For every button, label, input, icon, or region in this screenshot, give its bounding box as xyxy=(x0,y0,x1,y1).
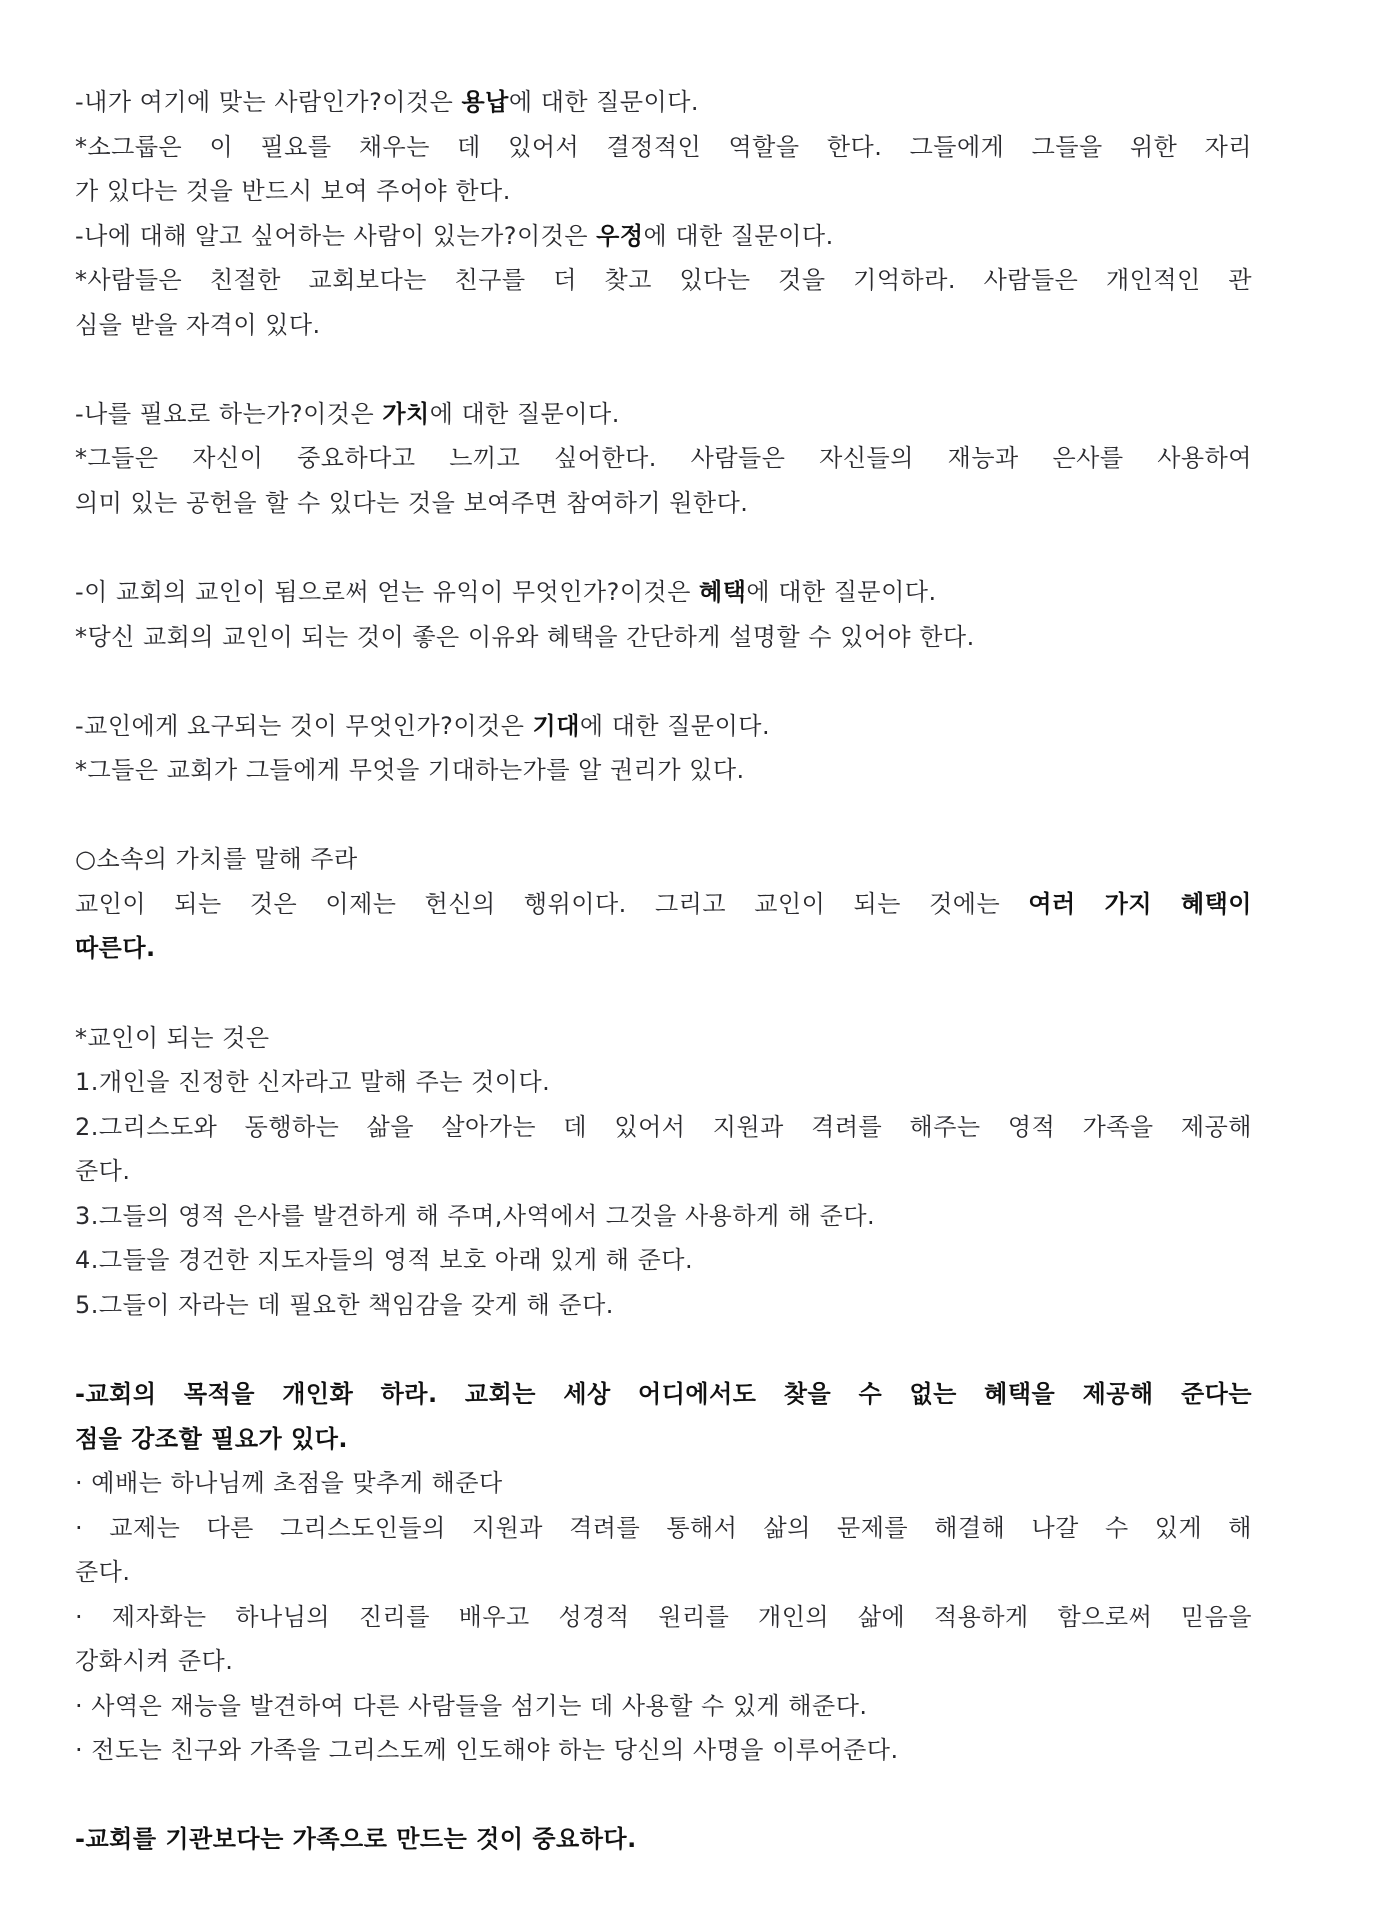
text-segment: 에 대한 질문이다. xyxy=(643,221,834,250)
text-segment: · 교제는 다른 그리스도인들의 지원과 격려를 통해서 삶의 문제를 해결해 나갈 수 있게 해 xyxy=(75,1513,1252,1542)
text-line xyxy=(75,399,1252,429)
text-segment: 교인이 되는 것은 이제는 헌신의 행위이다. 그리고 교인이 되는 것에는 xyxy=(75,889,1029,918)
text-segment: 에 대한 질문이다. xyxy=(746,578,937,607)
text-segment: · 사역은 재능을 발견하여 다른 사람들을 섬기는 데 사용할 수 있게 해준다. xyxy=(75,1691,868,1720)
text-line xyxy=(75,1468,1252,1498)
bold-text: 용납 xyxy=(461,88,509,116)
text-segment: · 예배는 하나님께 초점을 맞추게 해준다 xyxy=(75,1469,503,1498)
text-line xyxy=(75,1112,1252,1142)
text-line xyxy=(75,221,1252,251)
text-segment: -나를 필요로 하는가?이것은 xyxy=(75,399,383,428)
text-segment: 의미 있는 공헌을 할 수 있다는 것을 보여주면 참여하기 원한다. xyxy=(75,488,749,517)
bold-text: 기대 xyxy=(532,711,580,740)
text-line xyxy=(75,265,1252,295)
text-segment: 에 대한 질문이다. xyxy=(579,711,771,740)
bold-text: -교회의 목적을 개인화 하라. 교회는 세상 어디에서도 찾을 수 없는 혜택을 제공해 준다는 xyxy=(75,1379,1252,1408)
text-line xyxy=(75,488,1252,518)
text-line xyxy=(75,1513,1252,1543)
text-line xyxy=(75,1691,1252,1721)
text-line xyxy=(75,1602,1252,1632)
text-line xyxy=(75,1557,1252,1587)
text-segment: 가 있다는 것을 반드시 보여 주어야 한다. xyxy=(75,177,511,206)
text-line xyxy=(75,1646,1252,1676)
text-segment: 준다. xyxy=(75,1157,131,1186)
bold-text: 가치 xyxy=(382,399,430,428)
text-segment: *당신 교회의 교인이 되는 것이 좋은 이유와 혜택을 간단하게 설명할 수 있어야 한다. xyxy=(75,622,975,651)
text-line xyxy=(75,87,1252,117)
text-segment: 2.그리스도와 동행하는 삶을 살아가는 데 있어서 지원과 격려를 해주는 영적 가족을 제공해 xyxy=(75,1112,1252,1141)
text-line xyxy=(75,1201,1252,1231)
text-segment: -교인에게 요구되는 것이 무엇인가?이것은 xyxy=(75,711,533,740)
text-segment: *그들은 교회가 그들에게 무엇을 기대하는가를 알 권리가 있다. xyxy=(75,756,745,785)
text-segment: · 제자화는 하나님의 진리를 배우고 성경적 원리를 개인의 삶에 적용하게 함으로써 믿음을 xyxy=(75,1602,1252,1631)
text-line xyxy=(75,755,1252,785)
text-line xyxy=(75,1735,1252,1765)
text-line xyxy=(75,889,1252,919)
text-line xyxy=(75,844,1252,874)
text-line xyxy=(75,1379,1252,1409)
text-segment: 준다. xyxy=(75,1558,131,1587)
text-segment: 심을 받을 자격이 있다. xyxy=(75,310,321,339)
text-segment: *교인이 되는 것은 xyxy=(75,1023,270,1052)
text-line xyxy=(75,443,1252,473)
text-segment: 에 대한 질문이다. xyxy=(508,88,700,116)
text-segment: ○소속의 가치를 말해 주라 xyxy=(75,845,358,874)
text-segment: 4.그들을 경건한 지도자들의 영적 보호 아래 있게 해 준다. xyxy=(75,1246,694,1275)
text-segment: -이 교회의 교인이 됨으로써 얻는 유익이 무엇인가?이것은 xyxy=(75,578,700,607)
text-segment: *소그룹은 이 필요를 채우는 데 있어서 결정적인 역할을 한다. 그들에게 그들을 위한 자리 xyxy=(75,132,1252,161)
bold-text: -교회를 기관보다는 가족으로 만드는 것이 중요하다. xyxy=(75,1825,637,1854)
text-segment: 강화시켜 준다. xyxy=(75,1647,234,1676)
text-line xyxy=(75,176,1252,206)
text-line xyxy=(75,622,1252,652)
text-segment: 3.그들의 영적 은사를 발견하게 해 주며,사역에서 그것을 사용하게 해 준다. xyxy=(75,1201,876,1230)
text-segment: *그들은 자신이 중요하다고 느끼고 싶어한다. 사람들은 자신들의 재능과 은사를 사용하여 xyxy=(75,444,1252,473)
bold-text: 우정 xyxy=(596,221,644,250)
text-line xyxy=(75,1824,1252,1854)
bold-text: 여러 가지 혜택이 xyxy=(1028,889,1252,918)
text-segment: *사람들은 친절한 교회보다는 친구를 더 찾고 있다는 것을 기억하라. 사람들은 개인적인 관 xyxy=(75,266,1252,295)
text-segment: -내가 여기에 맞는 사람인가?이것은 xyxy=(75,88,462,116)
text-line xyxy=(75,1067,1252,1097)
bold-text: 따른다. xyxy=(75,934,156,963)
text-line xyxy=(75,310,1252,340)
text-line xyxy=(75,1424,1252,1454)
bold-text: 점을 강조할 필요가 있다. xyxy=(75,1424,349,1453)
text-line xyxy=(75,1245,1252,1275)
text-segment: · 전도는 친구와 가족을 그리스도께 인도해야 하는 당신의 사명을 이루어준다. xyxy=(75,1736,899,1765)
text-line xyxy=(75,933,1252,963)
text-line xyxy=(75,132,1252,162)
text-segment: 에 대한 질문이다. xyxy=(429,399,620,428)
bold-text: 혜택 xyxy=(699,578,747,607)
text-line xyxy=(75,1023,1252,1053)
text-line xyxy=(75,1290,1252,1320)
text-segment: 5.그들이 자라는 데 필요한 책임감을 갖게 해 준다. xyxy=(75,1290,614,1319)
text-line xyxy=(75,711,1252,741)
text-segment: -나에 대해 알고 싶어하는 사람이 있는가?이것은 xyxy=(75,221,597,250)
text-line xyxy=(75,1156,1252,1186)
text-line xyxy=(75,577,1252,607)
text-segment: 1.개인을 진정한 신자라고 말해 주는 것이다. xyxy=(75,1068,551,1097)
